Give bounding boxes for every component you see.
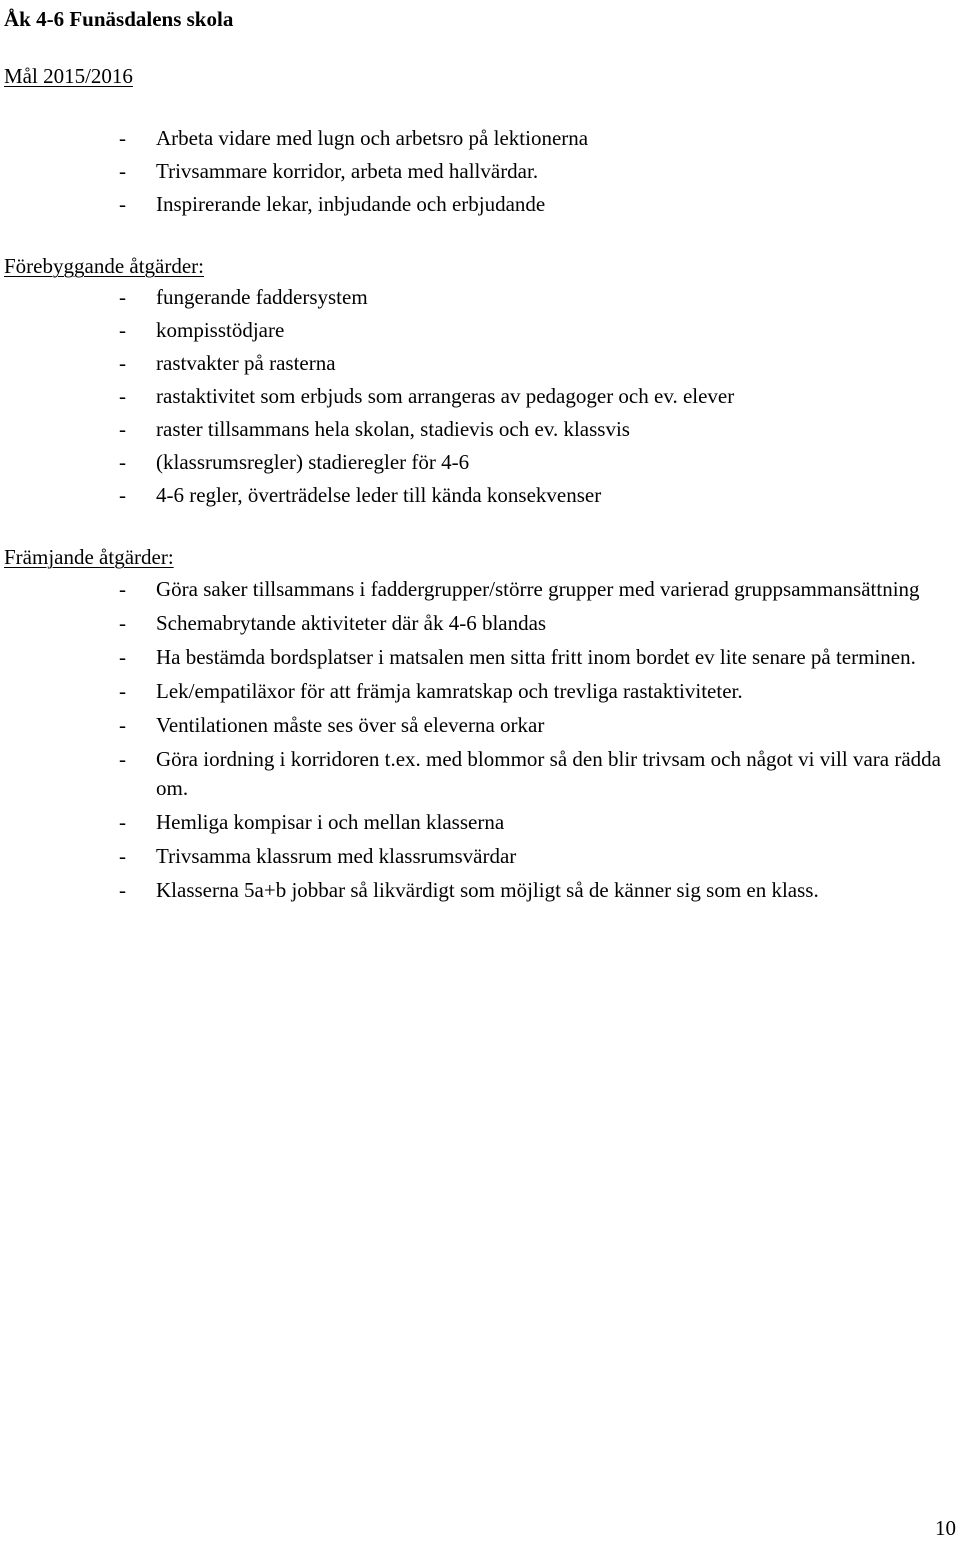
list-item-text: rastvakter på rasterna [156,351,336,375]
list-item-text: Göra saker tillsammans i faddergrupper/större grupper med varierad gruppsammansättning [156,577,920,601]
bullet-dash: - [119,351,126,375]
list-item-text: Trivsammare korridor, arbeta med hallvärdar. [156,159,539,183]
list-item-text: Göra iordning i korridoren t.ex. med blommor så den blir trivsam och något vi vill vara rädda om. [156,747,941,800]
goals-list [0,124,960,223]
list-item [0,157,960,186]
list-item [0,711,960,740]
list-item [0,745,960,803]
list-item [0,448,960,477]
list-item-text: Ventilationen måste ses över så eleverna orkar [156,713,545,737]
list-item [0,316,960,345]
page-title: Åk 4-6 Funäsdalens skola [4,7,234,31]
bullet-dash: - [119,285,126,309]
list-item-text: Trivsamma klassrum med klassrumsvärdar [156,844,517,868]
bullet-dash: - [119,679,126,703]
list-item-text: raster tillsammans hela skolan, stadievis och ev. klassvis [156,417,630,441]
bullet-dash: - [119,384,126,408]
list-item [0,808,960,837]
bullet-dash: - [119,450,126,474]
list-item [0,415,960,444]
list-item-text: (klassrumsregler) stadieregler för 4-6 [156,450,470,474]
list-item-text: Ha bestämda bordsplatser i matsalen men sitta fritt inom bordet ev lite senare på terminen. [156,645,916,669]
list-item-text: 4-6 regler, överträdelse leder till kända konsekvenser [156,483,602,507]
bullet-dash: - [119,483,126,507]
bullet-dash: - [119,318,126,342]
bullet-dash: - [119,844,126,868]
list-item-text: Arbeta vidare med lugn och arbetsro på lektionerna [156,126,589,150]
list-item [0,349,960,378]
bullet-dash: - [119,611,126,635]
list-item [0,842,960,871]
bullet-dash: - [119,645,126,669]
list-item [0,643,960,672]
list-item [0,609,960,638]
page-number: 10 [935,1516,956,1540]
bullet-dash: - [119,713,126,737]
list-item-text: Hemliga kompisar i och mellan klasserna [156,810,505,834]
bullet-dash: - [119,878,126,902]
bullet-dash: - [119,126,126,150]
bullet-dash: - [119,747,126,771]
list-item [0,876,960,905]
promoting-list [0,575,960,910]
list-item-text: rastaktivitet som erbjuds som arrangeras av pedagoger och ev. elever [156,384,735,408]
list-item [0,124,960,153]
list-item-text: fungerande faddersystem [156,285,368,309]
preventive-list [0,283,960,514]
bullet-dash: - [119,577,126,601]
bullet-dash: - [119,192,126,216]
list-item [0,190,960,219]
preventive-heading: Förebyggande åtgärder: [4,254,205,278]
bullet-dash: - [119,159,126,183]
list-item-text: kompisstödjare [156,318,285,342]
list-item-text: Schemabrytande aktiviteter där åk 4-6 blandas [156,611,547,635]
list-item [0,283,960,312]
list-item [0,677,960,706]
bullet-dash: - [119,810,126,834]
list-item-text: Klasserna 5a+b jobbar så likvärdigt som möjligt så de känner sig som en klass. [156,878,819,902]
list-item [0,382,960,411]
list-item [0,575,960,604]
goals-heading: Mål 2015/2016 [4,64,133,88]
promoting-heading: Främjande åtgärder: [4,545,174,569]
list-item [0,481,960,510]
bullet-dash: - [119,417,126,441]
list-item-text: Inspirerande lekar, inbjudande och erbjudande [156,192,546,216]
list-item-text: Lek/empatiläxor för att främja kamratskap och trevliga rastaktiviteter. [156,679,743,703]
